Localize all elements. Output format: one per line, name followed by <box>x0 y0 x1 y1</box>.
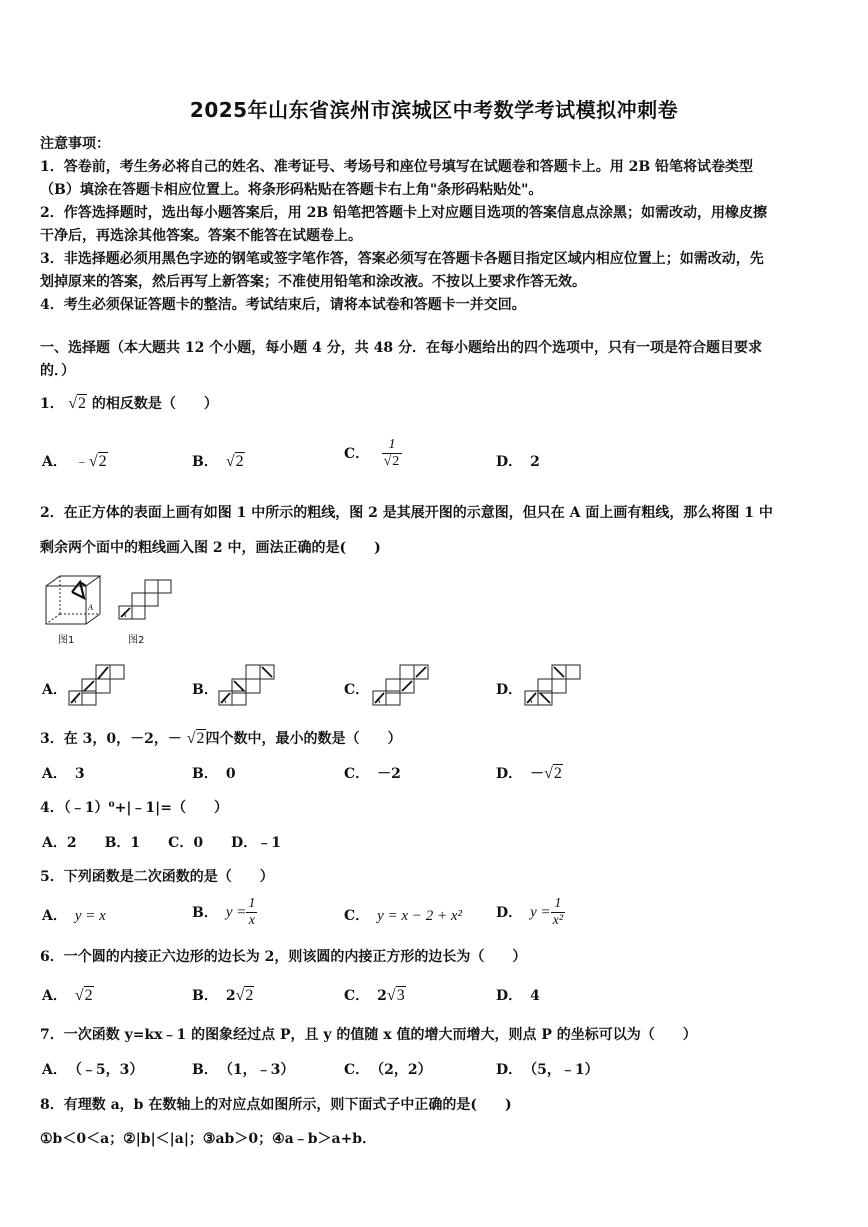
question-3-stem: 3．在 3，0，－2，－ √2四个数中，最小的数是（ ） <box>40 730 402 747</box>
question-1-stem: 1． √2 的相反数是（ ） <box>40 395 218 412</box>
question-2-stem-cont: 剩余两个面中的粗线画入图 2 中，画法正确的是( ) <box>40 540 381 556</box>
notice-line: 划掉原来的答案，然后再写上新答案；不准使用铅笔和涂改液。不按以上要求作答无效。 <box>40 274 586 290</box>
svg-text:A: A <box>222 697 227 705</box>
question-5-stem: 5．下列函数是二次函数的是（ ） <box>40 869 274 885</box>
notice-line: （B）填涂在答题卡相应位置上。将条形码粘贴在答题卡右上角"条形码粘贴处"。 <box>40 182 543 198</box>
question-1-option-a[interactable]: A． ﹣√2 <box>42 453 107 470</box>
question-5-option-a[interactable]: A． y = x <box>42 908 106 924</box>
question-5-option-c[interactable]: C． y = x − 2 + x² <box>344 908 462 924</box>
question-8-stem: 8．有理数 a，b 在数轴上的对应点如图所示，则下面式子中正确的是( ) <box>40 1097 512 1113</box>
question-7-option-c[interactable]: C． （2，2） <box>344 1062 432 1078</box>
question-2-option-c[interactable]: C． <box>344 682 370 698</box>
svg-text:A: A <box>528 697 533 705</box>
notice-line: 2．作答选择题时，选出每小题答案后，用 2B 铅笔把答题卡上对应题目选项的答案信息点涂黑；如需改动，用橡皮擦 <box>40 205 768 221</box>
section-heading: 一、选择题（本大题共 12 个小题，每小题 4 分，共 48 分．在每小题给出的四个选项中，只有一项是符合题目要求 <box>40 340 762 356</box>
question-6-option-a[interactable]: A． √2 <box>42 987 93 1004</box>
question-7-option-a[interactable]: A． （﹣5，3） <box>42 1062 144 1078</box>
question-7-option-b[interactable]: B． （1，﹣3） <box>192 1062 295 1078</box>
notice-line: 干净后，再选涂其他答案。答案不能答在试题卷上。 <box>40 228 362 244</box>
question-2-option-b[interactable]: B． <box>192 682 218 698</box>
question-1-option-b[interactable]: B． √2 <box>192 453 244 470</box>
option-b-net <box>218 664 276 706</box>
question-7-stem: 7．一次函数 y=kx﹣1 的图象经过点 P，且 y 的值随 x 值的增大而增大，则点 P 的坐标可以为（ ） <box>40 1027 697 1043</box>
question-7-option-d[interactable]: D． （5，﹣1） <box>496 1062 599 1078</box>
notice-heading: 注意事项： <box>40 136 110 152</box>
notice-line: 4．考生必须保证答题卡的整洁。考试结束后，请将本试卷和答题卡一并交回。 <box>40 297 526 313</box>
question-3-option-d[interactable]: D． －√2 <box>496 765 562 782</box>
option-a-net <box>68 664 126 706</box>
notice-line: 3．非选择题必须用黑色字迹的钢笔或签字笔作答，答案必须写在答题卡各题目指定区域内相应位置上；如需改动，先 <box>40 251 764 267</box>
notice-line: 1．答卷前，考生务必将自己的姓名、准考证号、考场号和座位号填写在试题卷和答题卡上。用 2B 铅笔将试卷类型 <box>40 159 754 175</box>
question-6-option-c[interactable]: C． 2√3 <box>344 987 405 1004</box>
question-3-option-c[interactable]: C． －2 <box>344 766 401 782</box>
figure-2-caption: 图2 <box>128 635 145 646</box>
question-5-option-d[interactable]: D． y = $\frac{1}{\text{x²}}$ <box>496 896 564 928</box>
question-3-option-a[interactable]: A． 3 <box>42 766 85 782</box>
option-d-net <box>524 664 582 706</box>
svg-text:A: A <box>376 697 381 705</box>
question-5-option-b[interactable]: B． y = $\frac{1}{x}$ <box>192 896 256 928</box>
question-2-stem: 2．在正方体的表面上画有如图 1 中所示的粗线，图 2 是其展开图的示意图，但只在 A 面上画有粗线，那么将图 1 中 <box>40 505 773 521</box>
section-heading-cont: 的．） <box>40 363 75 379</box>
svg-text:A: A <box>72 697 77 705</box>
question-3-option-b[interactable]: B． 0 <box>192 766 236 782</box>
page-title: 2025年山东省滨州市滨城区中考数学考试模拟冲刺卷 <box>189 98 679 122</box>
question-4-options[interactable]: A．2 B．1 C．0 D．﹣1 <box>42 835 281 851</box>
svg-text:A: A <box>122 611 127 619</box>
question-2-option-a[interactable]: A． <box>42 682 67 698</box>
question-1-option-c[interactable]: C． $\frac{1}{√2}$ <box>344 437 402 470</box>
question-8-statements: ①b＜0＜a；②|b|＜|a|；③ab＞0；④a﹣b＞a+b． <box>40 1131 377 1147</box>
sqrt-expression: √2 <box>68 395 86 412</box>
question-1-option-d[interactable]: D． 2 <box>496 454 540 470</box>
figure-1-caption: 图1 <box>58 635 75 646</box>
question-4-stem: 4．（﹣1）⁰+|﹣1|=（ ） <box>40 800 229 816</box>
question-2-option-d[interactable]: D． <box>496 682 523 698</box>
net-figure <box>118 578 174 622</box>
question-6-option-b[interactable]: B． 2√2 <box>192 987 254 1004</box>
option-c-net <box>372 664 430 706</box>
question-6-option-d[interactable]: D． 4 <box>496 988 540 1004</box>
face-label: A <box>88 603 93 612</box>
question-6-stem: 6．一个圆的内接正六边形的边长为 2，则该圆的内接正方形的边长为（ ） <box>40 949 527 965</box>
cube-figure <box>44 574 102 626</box>
